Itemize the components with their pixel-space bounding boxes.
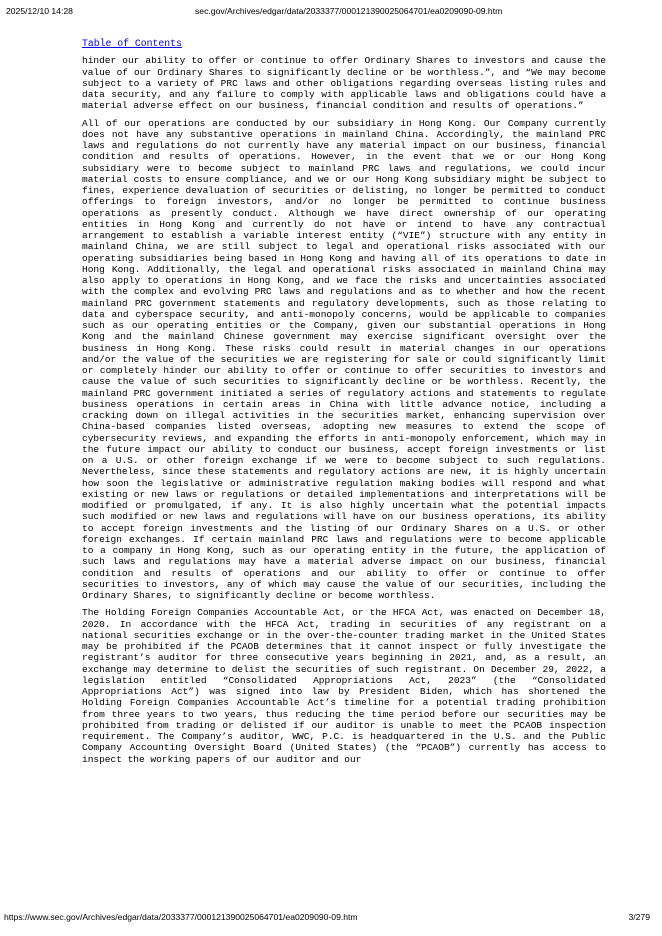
- table-of-contents-link[interactable]: Table of Contents: [82, 38, 182, 49]
- print-footer: [0, 912, 662, 926]
- document-body: [82, 38, 606, 771]
- print-header-url: sec.gov/Archives/edgar/data/2033377/000121390025064701/ea0209090-09.htm: [195, 6, 503, 16]
- print-datetime: 2025/12/10 14:28: [6, 6, 73, 16]
- paragraph-hfca-act: The Holding Foreign Companies Accountable Act, or the HFCA Act, was enacted on December 18, 2020. In accordance with the HFCA Act, trading in securities of any registrant on a national securities exchange or in the over-the-counter trading market in the United States may be prohibited if the PCAOB determines that it cannot inspect or fully investigate the registrant’s auditor for three consecutive years beginning in 2021, and, as a result, an exchange may determine to delist the securities of such registrant. On December 29, 2022, a legislation entitled “Consolidated Appropriations Act, 2023” (the “Consolidated Appropriations Act”) was signed into law by President Biden, which has shortened the Holding Foreign Companies Accountable Act’s timeline for a potential trading prohibition from three years to two years, thus reducing the time period before our securities may be prohibited from trading or delisted if our auditor is unable to meet the PCAOB inspection requirement. The Company’s auditor, WWC, P.C. is headquartered in the U.S. and the Public Company Accounting Oversight Board (United States) (the “PCAOB”) currently has access to inspect the working papers of our auditor and our: [82, 607, 606, 765]
- print-footer-url: https://www.sec.gov/Archives/edgar/data/2033377/000121390025064701/ea0209090-09.htm: [4, 912, 358, 922]
- print-header: [0, 6, 662, 20]
- paragraph-intro-continuation: hinder our ability to offer or continue to offer Ordinary Shares to investors and cause the value of our Ordinary Shares to significantly decline or be worthless.”, and “We may become subject to a variety of PRC laws and other obligations regarding overseas listing rules and data security, and any failure to comply with applicable laws and obligations could have a material adverse effect on our business, financial condition and results of operations.”: [82, 55, 606, 112]
- paragraph-hong-kong-operations: All of our operations are conducted by our subsidiary in Hong Kong. Our Company currently does not have any substantive operations in mainland China. Accordingly, the mainland PRC laws and regulations do not currently have any material impact on our business, financial condition and results of operations. However, in the event that we or our Hong Kong subsidiary were to become subject to mainland PRC laws and regulations, we could incur material costs to ensure compliance, and we or our Hong Kong subsidiary might be subject to fines, experience devaluation of securities or delisting, no longer be permitted to conduct offerings to foreign investors, and/or no longer be permitted to continue business operations as presently conduct. Although we have direct ownership of our operating entities in Hong Kong and currently do not have or intend to have any contractual arrangement to establish a variable interest entity (“VIE”) structure with any entity in mainland China, we are still subject to legal and operational risks associated with our operating subsidiaries being based in Hong Kong and having all of its operations to date in Hong Kong. Additionally, the legal and operational risks associated in mainland China may also apply to operations in Hong Kong, and we face the risks and uncertainties associated with the complex and evolving PRC laws and regulations and as to whether and how the recent mainland PRC government statements and regulatory developments, such as those relating to data and cyberspace security, and anti-monopoly concerns, would be applicable to companies such as our operating entities or the Company, given our substantial operations in Hong Kong and the mainland Chinese government may exercise significant oversight over the business in Hong Kong. These risks could result in material changes in our operations and/or the value of the securities we are registering for sale or could significantly limit or completely hinder our ability to offer or continue to offer securities to investors and cause the value of such securities to significantly decline or be worthless. Recently, the mainland PRC government initiated a series of regulatory actions and statements to regulate business operations in certain areas in China with little advance notice, including a cracking down on illegal activities in the securities market, enhancing supervision over China-based companies listed overseas, adopting new measures to extend the scope of cybersecurity reviews, and expanding the efforts in anti-monopoly enforcement, which may in the future impact our ability to conduct our business, accept foreign investments or list on a U.S. or other foreign exchange if we were to become subject to such regulations. Nevertheless, since these statements and regulatory actions are new, it is highly uncertain how soon the legislative or administrative regulation making bodies will respond and what existing or new laws or regulations or detailed implementations and interpretations will be modified or promulgated, if any. It is also highly uncertain what the potential impacts such modified or new laws and regulations will have on our business operations, its ability to accept foreign investments and the listing of our Ordinary Shares on a U.S. or other foreign exchanges. If certain mainland PRC laws and regulations were to become applicable to a company in Hong Kong, such as our operating entity in the future, the application of such laws and regulations may have a material adverse impact on our business, financial condition and results of operations and our ability to offer or continue to offer securities to investors, any of which may cause the value of our securities, including the Ordinary Shares, to significantly decline or become worthless.: [82, 117, 606, 601]
- page-number: 3/279: [628, 912, 650, 922]
